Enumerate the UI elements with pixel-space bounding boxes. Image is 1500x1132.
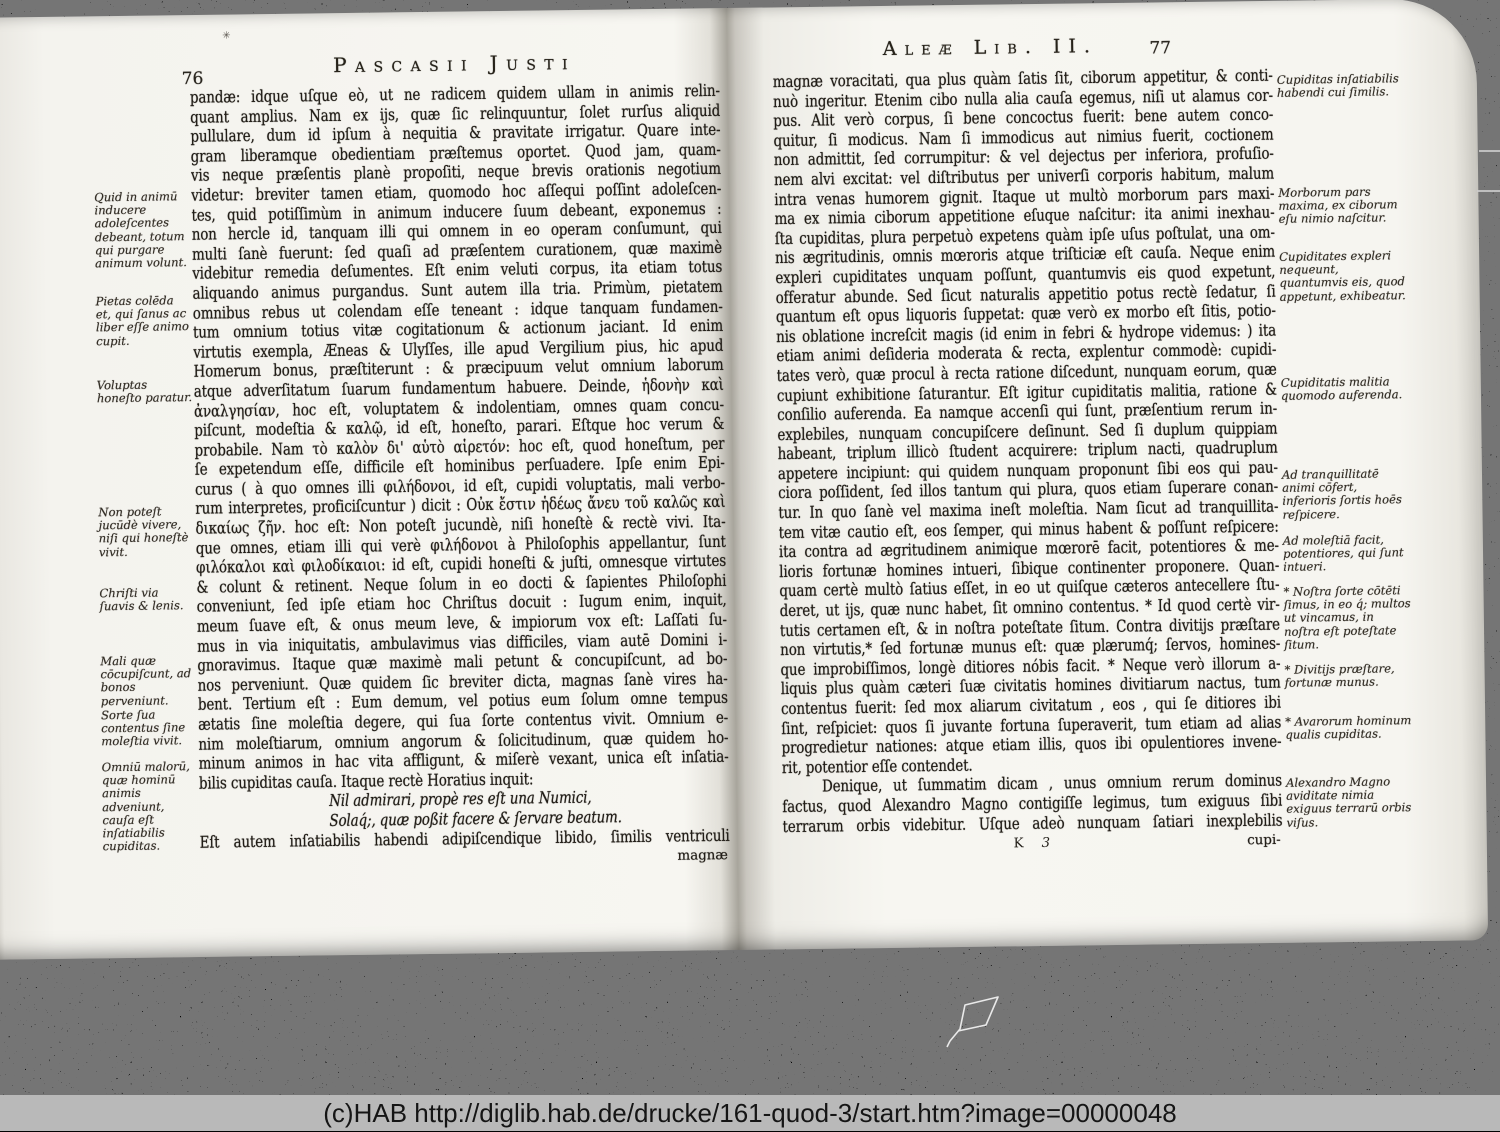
text-line: mus in via iniquitatis, ambulavimus vias difficiles, viam autē Domini i- (197, 630, 728, 657)
margin-note: Pietas colēda et, qui ſanus ac liber eſſe animo cupit. (95, 293, 190, 348)
margin-note: Quid in animū inducere adoleſcentes debeant, totum qui purgare animum volunt. (94, 189, 187, 271)
text-line: Homerum bonus, præſtiterunt : & præcipuum velut omnium laborum (193, 356, 724, 382)
credit-text: (c)HAB http://diglib.hab.de/drucke/161-quod-3/start.htm?image=00000048 (323, 1098, 1177, 1128)
text-line: ſta cupiditas, plura perpetuò expetens quàm ipſe uſus poſtulat, una om- (774, 223, 1275, 249)
text-line: gnoravimus. Itaque quæ maximè mali petunt & concupiſcunt, ad bo- (197, 650, 728, 676)
text-line: pullulare, dum id ipſum à nequitia & pravitate irrigatur. Quare inte- (190, 121, 721, 147)
signature-mark: K 3 (1013, 836, 1053, 852)
text-line: meum ſuave eſt, & onus meum leve, & impiorum vox eſt: Laſſati ſu- (196, 611, 727, 637)
text-line: Nil admirari, propè res eſt una Numici, (329, 789, 592, 812)
text-line: non hercle id, tanquam illi qui omnem in eo operam conſumunt, qui (191, 219, 722, 245)
text-line: nem alvi excitat: vel diſtributus per univerſi corporis habitum, malum (773, 165, 1275, 190)
text-line: curus ( à quo omnes illi φιλήδονοι, id eſt, cupidi voluptatis, mali verbo- (194, 474, 726, 500)
text-line: que improbiſſimos, longè ditiores nóbis facit. * Neque verò illorum a- (780, 654, 1281, 680)
text-line: videtur: breviter tamen etiam, quomodo hoc aſſequi poſſint adoleſcen- (191, 180, 722, 206)
text-line: piſcunt, modeſtia & καλῷ, id eſt, honeſto, parari. Eſtque hoc verum & (194, 415, 725, 441)
text-line: intra venas humorem gignit. Itaque ut multò morborum pars maxi- (774, 184, 1275, 210)
right-page-text-column (773, 67, 1283, 838)
text-line: pandæ: idque uſque eò, ut ne radicem quidem ullam in animis relin- (189, 82, 721, 108)
text-line: Denique, ut ſummatim dicam , unus omnium rerum dominus (821, 772, 1283, 797)
text-line: gram liberamque obedientiam præſtemus oportet. Quod jam, quam- (190, 141, 721, 167)
header-ornament: ✳ (222, 30, 231, 42)
text-line: quam certè multò ſatius eſſet, in eo ut quiſque cæteros antecellere ſtu- (779, 576, 1280, 602)
text-line: ſint, reſpiciet: quos ſi juvante fortuna ſuperaverit, tum etiam ad alias (781, 713, 1282, 739)
margin-note: * Avarorum hominum qualis cupiditas. (1285, 713, 1412, 742)
text-line: non admittit, ſed corrumpitur: & vel dejectus per inferiora, profuſio- (773, 145, 1274, 171)
text-line: nos perveniunt. Quæ quidem ſic breviter dicta, magnas ſanè vires ha- (197, 670, 728, 696)
right-page-header (772, 33, 1272, 62)
text-line: aliquando animus purgandus. Sunt autem illa tria. Primùm, pietatem (192, 278, 723, 304)
text-line: habeant, triplum illicò ſtudent acquirere: triplum nacti, quadruplum (777, 439, 1278, 465)
text-line: videbitur remedia deſumentes. Eſt enim veluti corpus, ita etiam totus (192, 258, 723, 284)
text-line: liquis plus quàm cæteri ſuæ civitatis homines divitiarum nactus, tum (780, 674, 1281, 700)
text-line: Eſt autem inſatiabilis habendi adipiſcendique libido, ſimilis ventriculi (199, 826, 730, 853)
text-line: Solaq́;, quæ poßit facere & ſervare beatum. (329, 808, 622, 831)
text-line: δικαίως ζῆν. hoc eſt: Non poteſt jucundè, niſi honeſtè & rectè vivi. Ita- (195, 513, 726, 539)
text-line: conſilio auferenda. Ea namque accenſi qui ſunt, præſentium rerum in- (777, 400, 1278, 426)
margin-note: Cupiditates expleri nequeunt, quantumvis eis, quod appetunt, exhibeatur. (1279, 248, 1406, 304)
text-line: appetere incipiunt: qui quidem nunquam proponunt ſibi eos qui pau- (777, 459, 1279, 484)
text-line: explebiles, nunquam concupiſcere deſinunt. Sed ſi duplum quippiam (777, 419, 1278, 445)
text-line: conveniunt, ſed ipſe etiam hoc Chriſtus docuit : Iugum enim, inquit, (196, 591, 727, 618)
text-line: ita contra ad ægritudinem animique mœrorē facit, potentiores & me- (778, 537, 1280, 563)
text-line: magnæ voracitati, qua plus quàm ſatis ſit, ciborum appetitur, & conti- (772, 67, 1273, 93)
text-line: offeratur abunde. Sed ſicut naturalis appetitio potus rectè ſedatur, ſi (775, 282, 1276, 308)
left-margin-notes (92, 15, 200, 958)
margin-note: Cupiditas inſatiabilis habendi cui ſimilis. (1276, 71, 1399, 101)
margin-note: Sorte ſua contentus ſine moleſtia vivit. (100, 707, 186, 749)
text-line: deret, ut ijs, quæ nunc habet, ſit omnino contentus. * Id quod certè vir- (779, 596, 1280, 622)
text-line: quant amplius. Nam ex ijs, quæ ſic relinquuntur, ſolet rurſus aliquid (190, 102, 721, 128)
margin-note: Ad moleſtiā facit, potentiores, qui ſunt intueri. (1282, 532, 1404, 575)
text-line: tates verò, quæ procul à recta ratione diſcedunt, nunquam eorum, quæ (776, 361, 1277, 386)
catchword: cupi- (1247, 833, 1281, 849)
catchword: magnæ (677, 848, 729, 865)
margin-note: Alexandro Magno aviditate nimia exiguus terrarū orbis viſus. (1285, 774, 1412, 830)
text-line: expleri cupiditates unquam poſſunt, quantumvis eis quod expetunt, (775, 263, 1276, 288)
text-line: rit, potentior eſſe contendet. (781, 756, 973, 778)
text-line: contentus fuerit: ſed mox aliarum civitatum , eos , qui ſe ditiores ibi (780, 694, 1282, 719)
margin-note: Mali quæ cōcupiſcunt, ad bonos perveniunt. (100, 653, 192, 708)
text-line: tutis certamen eſt, & in noſtra poteſtate ſitum. Contra divitijs præſtare (779, 615, 1281, 641)
text-line: rum interpretes, proficiſcuntur ) dicit : Οὐκ ἔστιν ἡδέως ἄνευ τοῦ καλῶς καὶ (195, 493, 726, 520)
margin-note: Morborum pars maxima, ex ciborum eſu nimio naſcitur. (1278, 184, 1398, 227)
text-line: omnibus rebus ut colendam eſſe teneant : idque tanquam fundamen- (192, 297, 723, 324)
text-line: non virtutis,* ſed fortunæ munus eſt: quæ plærumq́; ſervos, homines- (780, 635, 1281, 661)
margin-note: * Noſtra ſorte cōtēti ſimus, in eo q́; multos ut vincamus, in noſtra eſt poteſtate ſitum. (1283, 583, 1411, 652)
right-running-title: Aleæ Lib. II. (882, 35, 1099, 60)
text-line: etiam animi deſideria moderata & recta, explentur commodè: cupidi- (776, 341, 1277, 367)
text-line: virtutis exempla, Æneas & Ulyſſes, ille apud Vergilium pius, hic apud (193, 337, 724, 363)
right-page-number: 77 (1149, 38, 1172, 59)
text-line: ætatis ſine moleſtia degere, qui ſua ſorte contentus vivit. Omnium e- (198, 709, 729, 735)
text-line: tur. In quo ſanè vel maxima ineſt moleſtia. Nam ſicut ad tranquillita- (778, 498, 1279, 524)
margin-note: Ad tranquillitatē animi cōfert, inferioris ſortis hoēs reſpicere. (1281, 466, 1402, 522)
text-line: bent. Tertium eſt : Eum demum, vel potius eum ſolum omne tempus (197, 689, 728, 716)
pen-mark (938, 985, 1008, 1049)
margin-note: Cupiditatis malitia quomodo auferenda. (1280, 374, 1403, 404)
text-line: lioris fortunæ homines intueri, ſibique continenter proponere. Quan- (779, 556, 1280, 582)
text-line: tem vitæ cautio eſt, eos ſemper, qui minus habent & poſſunt reſpicere: (778, 517, 1279, 543)
left-running-title: Pascasii Justi (332, 50, 577, 78)
text-line: progredietur nationes: atque etiam illis, quos ibi opulentiores invene- (781, 733, 1282, 759)
text-line: terrarum orbis videbitur. Uſque adeò nunquam ſatiari inexplebilis (782, 811, 1283, 837)
text-line: nim moleſtiarum, omnium angorum & ſolicitudinum, quæ quidem ho- (198, 728, 729, 755)
left-page-number: 76 (181, 68, 204, 90)
text-line: ma ex nimia ciborum appetitione eſuque naſcitur: ita animi inexhau- (774, 204, 1275, 230)
text-line: tes, quid potiſſimùm in animum inducere ſuum debeant, exponemus : (191, 199, 722, 226)
text-line: ἀναλγησίαν, hoc eſt, voluptatem & indolentiam, omnes quam concu- (193, 395, 725, 422)
text-line: atque adverſitatum ſuarum fundamentum habuere. Deinde, ἡδονὴν καὶ (193, 376, 724, 402)
image-credit-bar (0, 1095, 1500, 1131)
text-line: cupiunt exhibitione ſaturantur. Eſt igitur cupiditatis malitia, ratione & (776, 380, 1277, 406)
text-line: probabile. Nam τὸ καλὸν δι' αὑτὸ αἱρετόν: hoc eſt, quod honeſtum, per (194, 435, 725, 461)
text-line: & colunt & retinent. Neque ſolum in eo docti & ſapientes Philoſophi (196, 572, 727, 598)
margin-note: Voluptas honeſto paratur. (96, 377, 193, 406)
left-page-text-column (190, 82, 730, 853)
text-line: tum omnium totius vitæ cogitationum & actionum jaciant. Id enim (192, 317, 724, 343)
margin-note: Non poteſt jucūdè vivere, niſi qui honeſtè vivit. (98, 504, 189, 559)
text-line: factus, quod Alexandro Magno contigiſſe legimus, tum exiguus ſibi (782, 792, 1283, 817)
page-edge-highlight (1479, 150, 1500, 152)
text-line: pus. Alit verò corpus, ſi bene concoctus fuerit: bene autem conco- (773, 106, 1274, 132)
text-line: vis neque præſentis planè propoſiti, neque brevis orationis negotium (190, 160, 722, 187)
text-line: ciora poſſident, ſed illos tantum qui plura, quos etiam ſuperare conan- (778, 478, 1279, 504)
text-line: nis oblatione increſcit magis (id enim in febri & hydrope videmus: ) ita (776, 321, 1277, 347)
margin-note: Chriſti via ſuavis & lenis. (99, 585, 184, 614)
text-line: bilis cupiditas cauſa. Itaque rectè Horatius inquit: (198, 770, 534, 794)
text-line: quitur, ſi modicus. Nam ſi immodicus aut nimius fuerit, coctionem (773, 125, 1274, 151)
margin-note: Omniū malorū, quæ hominū animis adveniunt, cauſa eſt inſatiabilis cupiditas. (101, 759, 190, 854)
text-line: φιλόκαλοι καὶ φιλοδίκαιοι: id eſt, cupidi honeſti & juſti, omnesque virtutes (196, 552, 727, 578)
text-line: nuò ingeritur. Etenim cibo nulla alia cauſa egemus, niſi ut alamus cor- (772, 86, 1274, 112)
text-line: multi ſanè fuerunt: ſed quaſi ad præſentem curationem, quæ maximè (191, 239, 723, 265)
text-line: ſe expetendum eſſe, difficile eſt hominibus perſuadere. Ipſe enim Epi- (194, 454, 725, 480)
text-line: minum animos in hac vita affligunt, & miſerè vexant, unica eſt inſatia- (198, 748, 729, 774)
left-page-header (181, 48, 719, 90)
page-edge-highlight (1477, 190, 1500, 192)
right-margin-notes (1276, 0, 1416, 943)
margin-note: * Divitijs præſtare, fortunæ munus. (1284, 661, 1395, 690)
text-line: nis ægritudinis, omnis mœroris atque triſticiæ eſt cauſa. Neque enim (775, 243, 1276, 269)
text-line: quantum eſt opus liquoris ſuppetat: quæ verò ex morbo eſt ſitis, potio- (775, 302, 1276, 328)
signature-number: 3 (1041, 836, 1053, 852)
text-line: que omnes, etiam illi qui verè φιλήδονοι à Philoſophis appellantur, ſunt (195, 533, 726, 559)
